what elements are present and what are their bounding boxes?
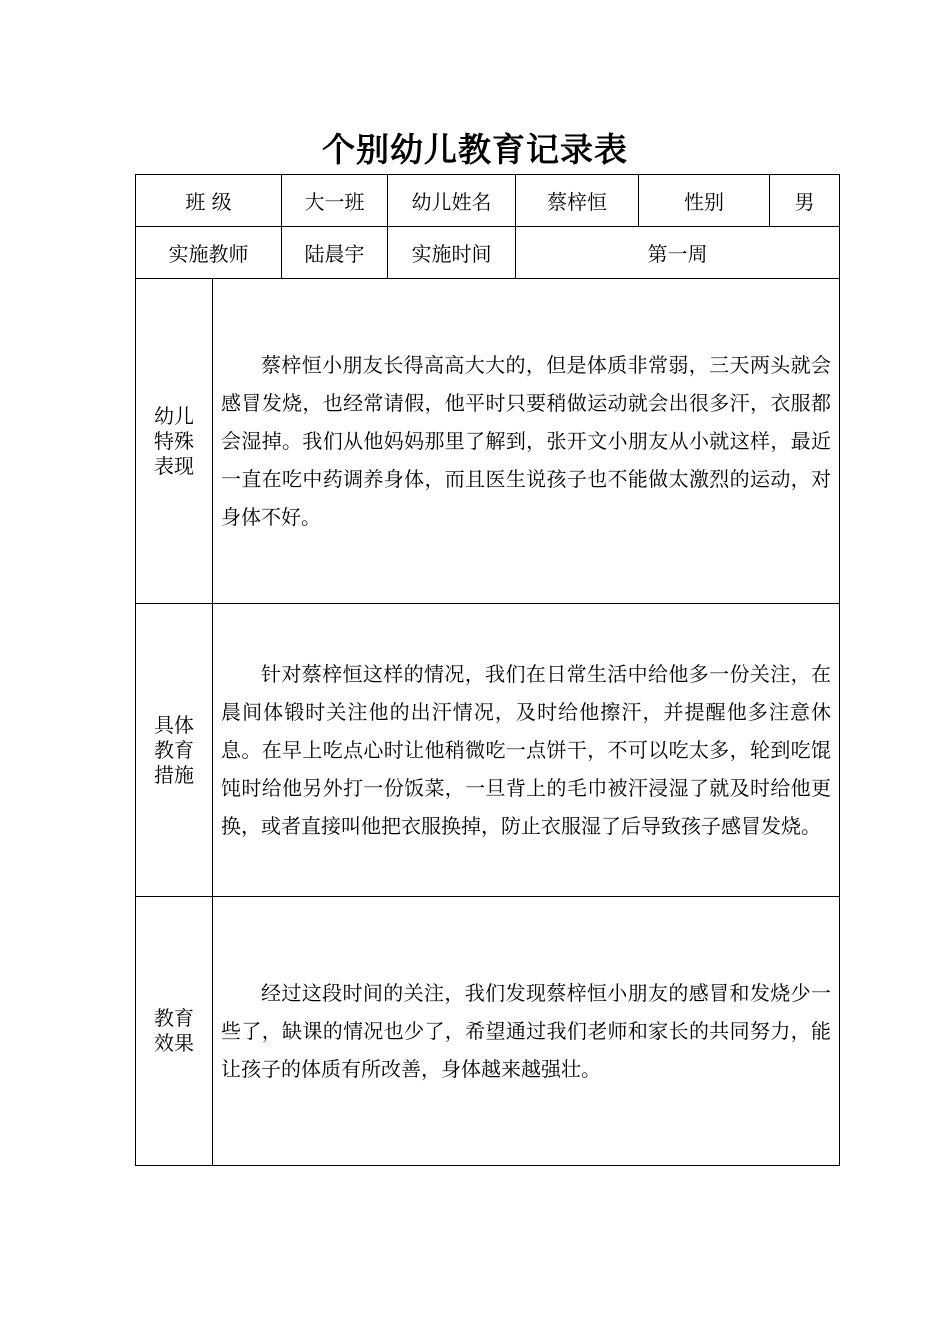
section-label-line: 特殊 <box>154 428 194 453</box>
gender-label: 性别 <box>639 175 770 227</box>
child-name-value: 蔡梓恒 <box>516 175 639 227</box>
section-content-text: 蔡梓恒小朋友长得高高大大的，但是体质非常弱，三天两头就会感冒发烧，也经常请假，他平时只要稍做运动就会出很多汗，衣服都会湿掉。我们从他妈妈那里了解到，张开文小朋友从小就这样，最近一直在吃中药调养身体，而且医生说孩子也不能做太激烈的运动，对身体不好。 <box>221 353 832 529</box>
teacher-value: 陆晨宇 <box>282 227 388 279</box>
section-label-line: 具体 <box>154 712 194 737</box>
section-label-line: 幼儿 <box>154 403 194 428</box>
child-name-label: 幼儿姓名 <box>388 175 516 227</box>
section-content-cell <box>213 604 840 897</box>
section-education-effect <box>136 897 840 1166</box>
section-special-performance <box>136 279 840 604</box>
section-label <box>136 279 213 604</box>
info-row-1 <box>136 175 840 227</box>
section-label-line: 教育 <box>154 737 194 762</box>
class-value: 大一班 <box>282 175 388 227</box>
class-label: 班 级 <box>136 175 282 227</box>
section-education-measures <box>136 604 840 897</box>
section-label-line: 表现 <box>154 453 194 478</box>
section-content-cell <box>213 279 840 604</box>
document-title: 个别幼儿教育记录表 <box>322 130 628 169</box>
teacher-label: 实施教师 <box>136 227 282 279</box>
section-label <box>136 604 213 897</box>
section-content-cell <box>213 897 840 1166</box>
time-label: 实施时间 <box>388 227 516 279</box>
section-label <box>136 897 213 1166</box>
info-row-2 <box>136 227 840 279</box>
section-content-text: 经过这段时间的关注，我们发现蔡梓恒小朋友的感冒和发烧少一些了，缺课的情况也少了，希望通过我们老师和家长的共同努力，能让孩子的体质有所改善，身体越来越强壮。 <box>221 981 832 1081</box>
record-table <box>135 174 840 1166</box>
section-label-line: 教育 <box>154 1006 194 1030</box>
section-label-line: 措施 <box>154 762 194 787</box>
section-label-line: 效果 <box>154 1031 194 1055</box>
time-value: 第一周 <box>516 227 840 279</box>
gender-value: 男 <box>770 175 840 227</box>
section-content-text: 针对蔡梓恒这样的情况，我们在日常生活中给他多一份关注，在晨间体锻时关注他的出汗情况，及时给他擦汗，并提醒他多注意休息。在早上吃点心时让他稍微吃一点饼干，不可以吃太多，轮到吃馄饨时给他另外打一份饭菜，一旦背上的毛巾被汗浸湿了就及时给他更换，或者直接叫他把衣服换掉，防止衣服湿了后导致孩子感冒发烧。 <box>221 662 832 838</box>
